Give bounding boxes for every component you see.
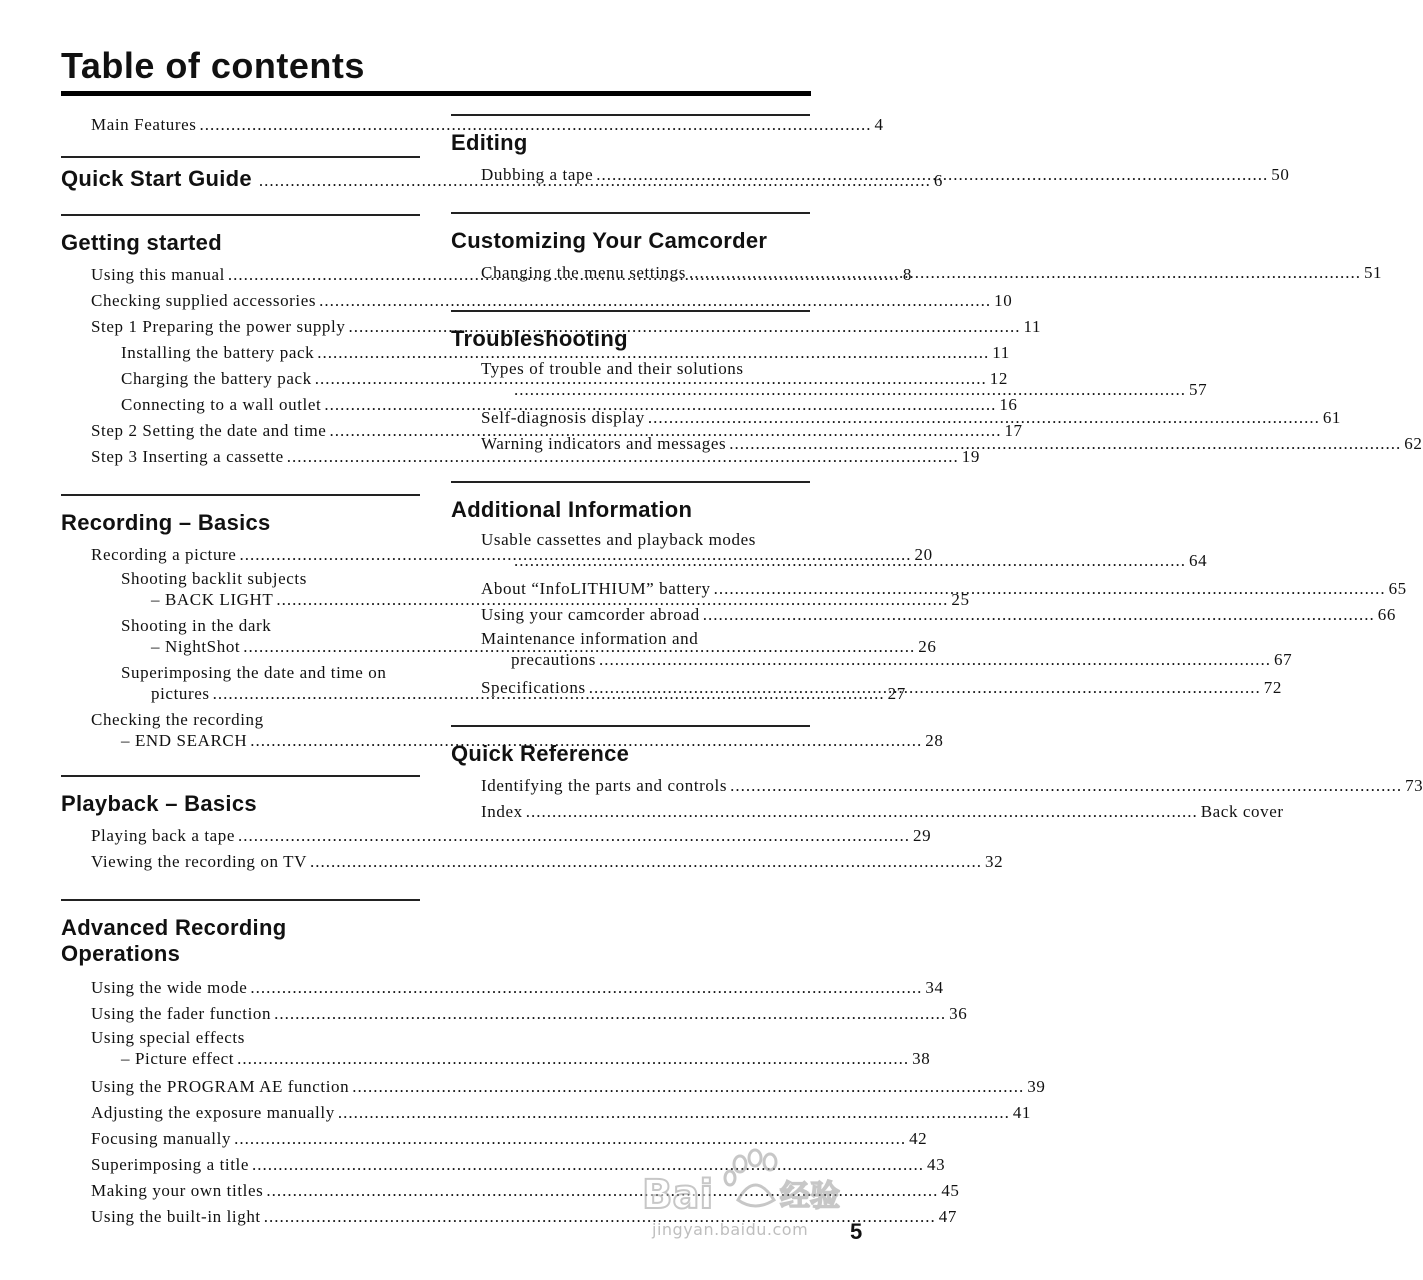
- toc-entry[interactable]: Changing the menu settings ..... 51: [451, 260, 810, 286]
- toc-entry[interactable]: Using the PROGRAM AE function ..... 39: [61, 1074, 420, 1100]
- toc-entry[interactable]: Dubbing a tape ..... 50: [451, 162, 810, 188]
- section-quick-reference: [451, 725, 1423, 825]
- toc-entry[interactable]: Playing back a tape ..... 29: [61, 823, 420, 849]
- toc-entry-main-features[interactable]: Main Features ..... 4: [61, 112, 420, 138]
- toc-entry[interactable]: Specifications ..... 72: [451, 675, 810, 701]
- section-heading: Customizing Your Camcorder: [451, 228, 768, 253]
- toc-entry-quick-start[interactable]: Quick Start Guide ..... 6: [61, 166, 420, 194]
- section-heading: Advanced Recording Operations: [61, 915, 287, 966]
- toc-entry[interactable]: Making your own titles ..... 45: [61, 1178, 420, 1204]
- page-number: 5: [850, 1219, 863, 1244]
- toc-entry[interactable]: Superimposing the date and time on pictures ..... 27: [61, 662, 420, 704]
- toc-entry[interactable]: Step 3 Inserting a cassette ..... 19: [61, 444, 420, 470]
- section-heading: Troubleshooting: [451, 326, 628, 351]
- toc-entry[interactable]: Warning indicators and messages ..... 62: [451, 431, 810, 457]
- baidu-watermark: [640, 1148, 845, 1238]
- toc-entry[interactable]: Using your camcorder abroad ..... 66: [451, 602, 810, 628]
- toc-entry[interactable]: Focusing manually ..... 42: [61, 1126, 420, 1152]
- section-heading: Additional Information: [451, 497, 693, 522]
- toc-entry[interactable]: About “InfoLITHIUM” battery ..... 65: [451, 576, 810, 602]
- section-main-features: [61, 112, 884, 138]
- toc-entry[interactable]: Identifying the parts and controls ..... 73: [451, 773, 810, 799]
- toc-entry[interactable]: Usable cassettes and playback modes ..... 64: [451, 529, 810, 571]
- toc-entry[interactable]: Index ..... Back cover: [451, 799, 810, 825]
- toc-entry[interactable]: Using this manual ..... 8: [61, 262, 420, 288]
- toc-entry[interactable]: Connecting to a wall outlet ..... 16: [61, 392, 420, 418]
- section-heading: Recording – Basics: [61, 510, 271, 535]
- toc-entry[interactable]: Superimposing a title ..... 43: [61, 1152, 420, 1178]
- toc-entry[interactable]: Recording a picture ..... 20: [61, 542, 420, 568]
- section-heading: Getting started: [61, 230, 222, 255]
- section-heading: Playback – Basics: [61, 791, 257, 816]
- toc-entry[interactable]: Maintenance information and precautions ..... 67: [451, 628, 810, 670]
- toc-entry[interactable]: Adjusting the exposure manually ..... 41: [61, 1100, 420, 1126]
- toc-entry[interactable]: Shooting backlit subjects – BACK LIGHT ..... 25: [61, 568, 420, 610]
- toc-entry[interactable]: Charging the battery pack ..... 12: [61, 366, 420, 392]
- toc-entry[interactable]: Using special effects – Picture effect ..... 38: [61, 1027, 420, 1069]
- baidu-paw-logo-icon: [640, 1148, 845, 1220]
- toc-entry[interactable]: Using the built-in light ..... 47: [61, 1204, 420, 1230]
- svg-text:Bai: Bai: [642, 1172, 714, 1218]
- page-title: Table of contents: [61, 45, 365, 86]
- toc-entry[interactable]: Step 2 Setting the date and time ..... 17: [61, 418, 420, 444]
- toc-entry[interactable]: Types of trouble and their solutions ..... 57: [451, 358, 810, 400]
- toc-entry[interactable]: Installing the battery pack ..... 11: [61, 340, 420, 366]
- toc-entry[interactable]: Checking supplied accessories ..... 10: [61, 288, 420, 314]
- toc-entry[interactable]: Viewing the recording on TV ..... 32: [61, 849, 420, 875]
- toc-entry[interactable]: Using the wide mode ..... 34: [61, 975, 420, 1001]
- section-heading: Quick Reference: [451, 741, 630, 766]
- toc-entry[interactable]: Checking the recording – END SEARCH ..... 28: [61, 709, 420, 751]
- watermark-url: jingyan.baidu.com: [652, 1220, 809, 1239]
- toc-entry[interactable]: Shooting in the dark – NightShot ..... 26: [61, 615, 420, 657]
- section-heading: Editing: [451, 130, 528, 155]
- toc-entry[interactable]: Self-diagnosis display ..... 61: [451, 405, 810, 431]
- title-rule: [61, 91, 811, 96]
- svg-text:经验: 经验: [780, 1179, 840, 1214]
- toc-entry[interactable]: Using the fader function ..... 36: [61, 1001, 420, 1027]
- toc-entry[interactable]: Step 1 Preparing the power supply ..... 11: [61, 314, 420, 340]
